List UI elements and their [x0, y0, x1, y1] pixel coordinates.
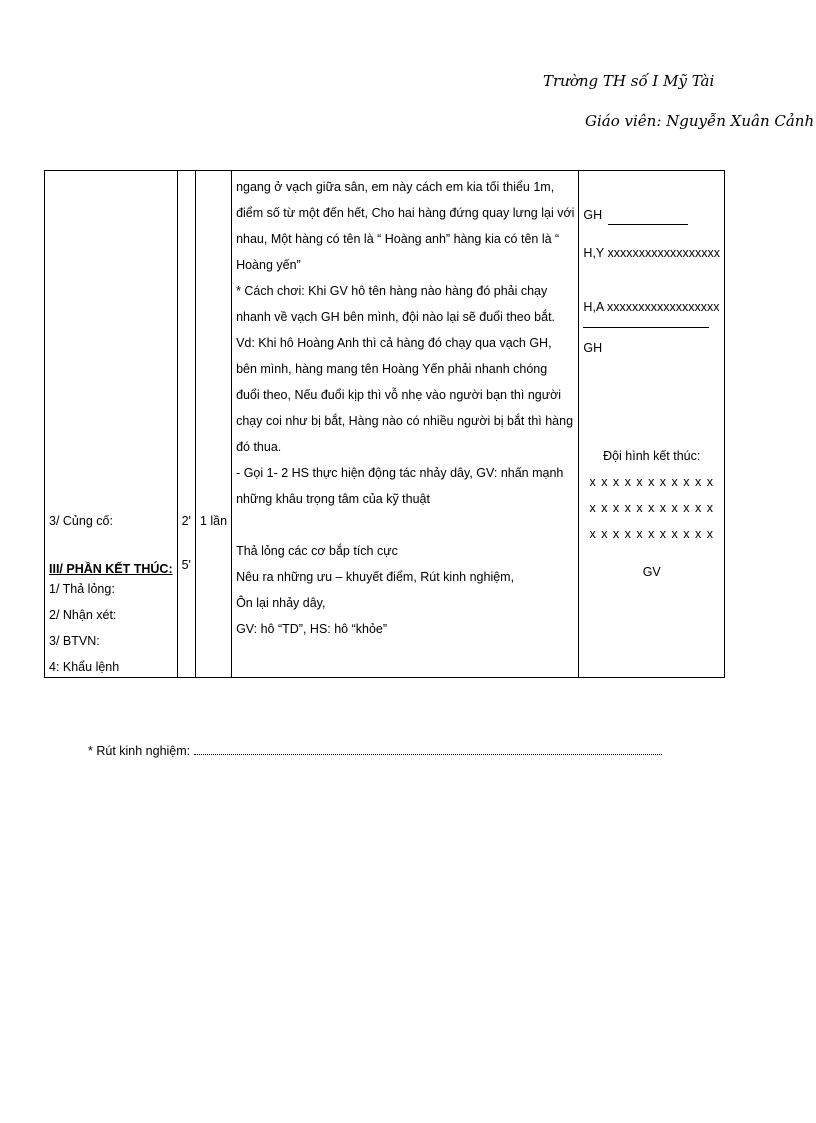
content-column-cell — [45, 171, 178, 678]
game-line: đuổi theo, Nếu đuổi kịp thì vỗ nhẹ vào người bạn thì người — [236, 388, 562, 402]
lesson-table — [44, 170, 725, 678]
formation-row: x x x x x x x x x x x — [589, 527, 714, 541]
formation-title: Đội hình kết thúc: — [603, 449, 701, 463]
reps-value: 1 lần — [199, 514, 228, 528]
time-value: 5' — [181, 558, 191, 572]
ending-item-label: 3/ BTVN: — [49, 634, 100, 648]
goal-line-bottom — [583, 326, 709, 328]
time-value: 2' — [181, 514, 191, 528]
ending-item-content: Thả lỏng các cơ bắp tích cực — [236, 544, 398, 558]
goal-line-label: GH — [583, 341, 603, 355]
game-line: * Cách chơi: Khi GV hô tên hàng nào hàng đó phải chạy — [236, 284, 548, 298]
game-line: nhanh về vạch GH bên mình, đội nào lại sẽ đuổi theo bắt. — [236, 310, 556, 324]
reps-column-cell — [195, 171, 231, 678]
consolidate-line: những khâu trọng tâm của kỹ thuật — [236, 492, 430, 506]
game-line: chạy coi như bị bắt, Hàng nào có nhiều người bị bắt thì hàng — [236, 414, 574, 428]
formation-row: x x x x x x x x x x x — [589, 475, 714, 489]
time-column-cell — [177, 171, 195, 678]
section-title-ending: III/ PHẦN KẾT THÚC: — [49, 562, 173, 576]
goal-line-top — [583, 205, 720, 225]
team-row-hoang-anh: H,A xxxxxxxxxxxxxxxxxx — [583, 300, 720, 314]
section-label-consolidate: 3/ Củng cố: — [49, 514, 113, 528]
game-line: điểm số từ một đến hết, Cho hai hàng đứng quay lưng lại với — [236, 206, 575, 220]
game-line: nhau, Một hàng có tên là “ Hoàng anh” hàng kia có tên là “ — [236, 232, 560, 246]
ending-item-label: 1/ Thả lỏng: — [49, 582, 115, 596]
school-name: Trường TH số I Mỹ Tài — [543, 72, 715, 90]
ending-item-content: Nêu ra những ưu – khuyết điểm, Rút kinh nghiệm, — [236, 570, 515, 584]
teacher-mark: GV — [642, 565, 661, 579]
game-line: đó thua. — [236, 440, 282, 454]
table-row — [45, 171, 725, 678]
game-line: bên mình, hàng mang tên Hoàng Yến phải nhanh chóng — [236, 362, 548, 376]
ending-item-label: 4: Khẩu lệnh — [49, 660, 120, 674]
ending-item-content: GV: hô “TD”, HS: hô “khỏe” — [236, 622, 388, 636]
game-line: ngang ở vạch giữa sân, em này cách em kia tối thiểu 1m, — [236, 180, 555, 194]
team-row-hoang-yen: H,Y xxxxxxxxxxxxxxxxxx — [583, 246, 721, 260]
ending-item-content: Ôn lại nhảy dây, — [236, 596, 326, 610]
method-column-cell — [232, 171, 579, 678]
game-line: Hoàng yến” — [236, 258, 301, 272]
ending-item-label: 2/ Nhận xét: — [49, 608, 117, 622]
game-line: Vd: Khi hô Hoàng Anh thì cả hàng đó chạy qua vạch GH, — [236, 336, 552, 350]
review-dotted-line — [194, 744, 662, 755]
review-section — [88, 744, 662, 758]
consolidate-line: - Gọi 1- 2 HS thực hiện động tác nhảy dây, GV: nhấn mạnh — [236, 466, 564, 480]
formation-column-cell — [579, 171, 725, 678]
goal-line-label: GH — [583, 208, 603, 222]
teacher-name: Giáo viên: Nguyễn Xuân Cảnh — [585, 112, 815, 130]
review-label: * Rút kinh nghiệm: — [88, 744, 191, 758]
formation-row: x x x x x x x x x x x — [589, 501, 714, 515]
